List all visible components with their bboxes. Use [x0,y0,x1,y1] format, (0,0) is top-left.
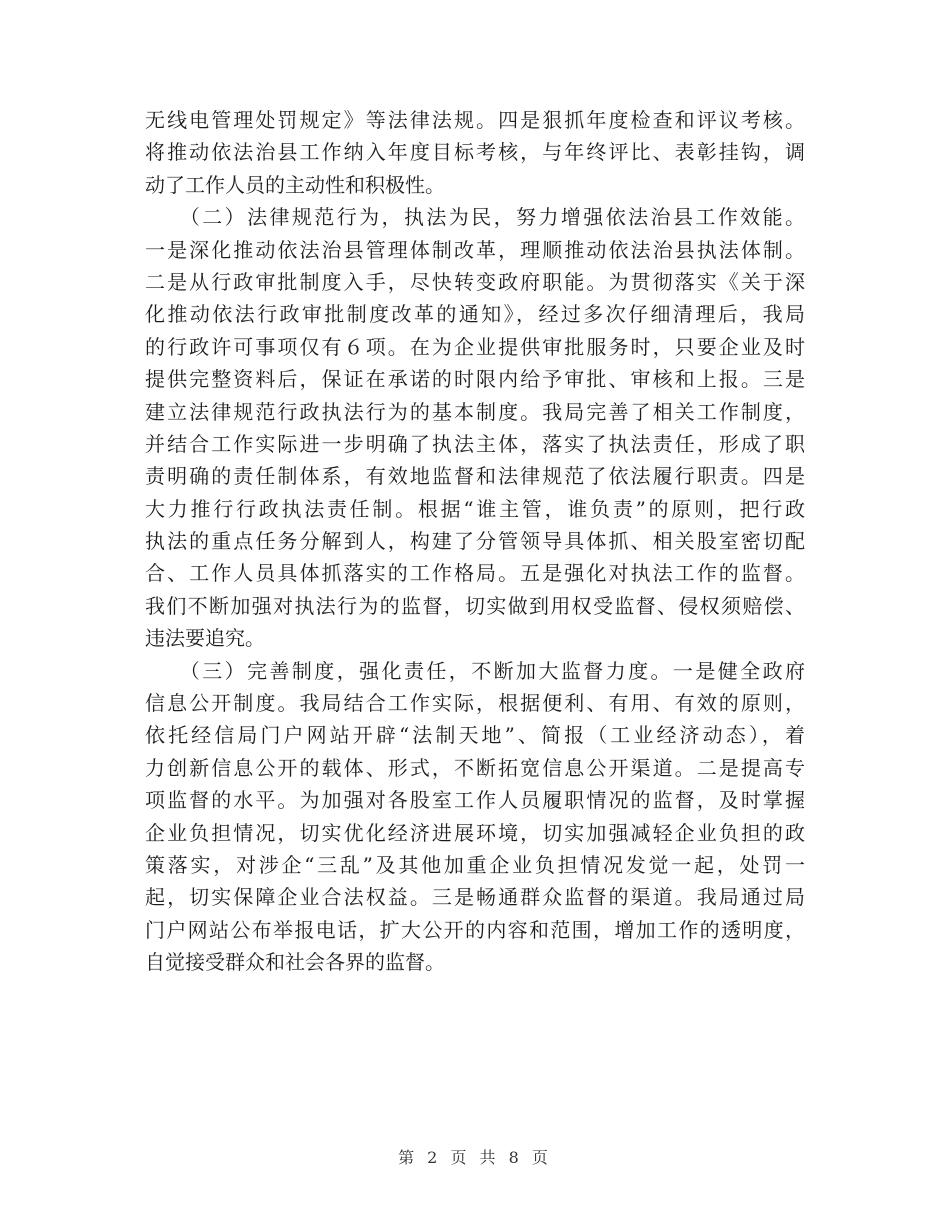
text-line: 自觉接受群众和社会各界的监督。 [145,950,445,975]
text-line: 合、工作人员具体抓落实的工作格局。五是强化对执法工作的监督。 [145,561,805,586]
text-line: 力创新信息公开的载体、形式，不断拓宽信息公开渠道。二是提高专 [145,755,805,780]
paragraph-1 [145,104,805,201]
text-line: 建立法律规范行政执法行为的基本制度。我局完善了相关工作制度， [145,399,805,424]
text-line: 一是深化推动依法治县管理体制改革，理顺推动依法治县执法体制。 [145,237,805,262]
text-line: 执法的重点任务分解到人，构建了分管领导具体抓、相关股室密切配 [145,529,805,554]
text-line: 信息公开制度。我局结合工作实际，根据便利、有用、有效的原则， [145,691,805,716]
paragraph-3 [145,655,805,979]
text-line: 将推动依法治县工作纳入年度目标考核，与年终评比、表彰挂钩，调 [145,140,805,165]
text-line: 违法要追究。 [145,626,265,651]
text-line: （二）法律规范行为，执法为民，努力增强依法治县工作效能。 [145,205,805,230]
text-line: 化推动依法行政审批制度改革的通知》，经过多次仔细清理后，我局 [145,302,805,327]
text-line: 的行政许可事项仅有６项。在为企业提供审批服务时，只要企业及时 [145,334,805,359]
text-line: 策落实，对涉企“三乱”及其他加重企业负担情况发觉一起，处罚一 [145,852,805,877]
text-line: （三）完善制度，强化责任，不断加大监督力度。一是健全政府 [145,658,805,683]
text-line: 项监督的水平。为加强对各股室工作人员履职情况的监督，及时掌握 [145,788,805,813]
text-line: 依托经信局门户网站开辟“法制天地”、简报（工业经济动态），着 [145,723,805,748]
text-line: 大力推行行政执法责任制。根据“谁主管，谁负责”的原则，把行政 [145,496,805,521]
paragraph-2 [145,201,805,654]
text-line: 动了工作人员的主动性和积极性。 [145,172,445,197]
text-line: 提供完整资料后，保证在承诺的时限内给予审批、审核和上报。三是 [145,367,805,392]
text-line: 责明确的责任制体系，有效地监督和法律规范了依法履行职责。四是 [145,464,805,489]
document-body [145,104,805,979]
text-line: 二是从行政审批制度入手，尽快转变政府职能。为贯彻落实《关于深 [145,269,805,294]
text-line: 企业负担情况，切实优化经济进展环境，切实加强减轻企业负担的政 [145,820,805,845]
text-line: 无线电管理处罚规定》等法律法规。四是狠抓年度检查和评议考核。 [145,108,805,132]
text-line: 门户网站公布举报电话，扩大公开的内容和范围，增加工作的透明度， [145,917,805,942]
page-number-footer: 第 2 页 共 8 页 [398,1148,552,1167]
text-line: 起，切实保障企业合法权益。三是畅通群众监督的渠道。我局通过局 [145,885,805,910]
text-line: 并结合工作实际进一步明确了执法主体，落实了执法责任，形成了职 [145,431,805,456]
text-line: 我们不断加强对执法行为的监督，切实做到用权受监督、侵权须赔偿、 [145,593,805,618]
